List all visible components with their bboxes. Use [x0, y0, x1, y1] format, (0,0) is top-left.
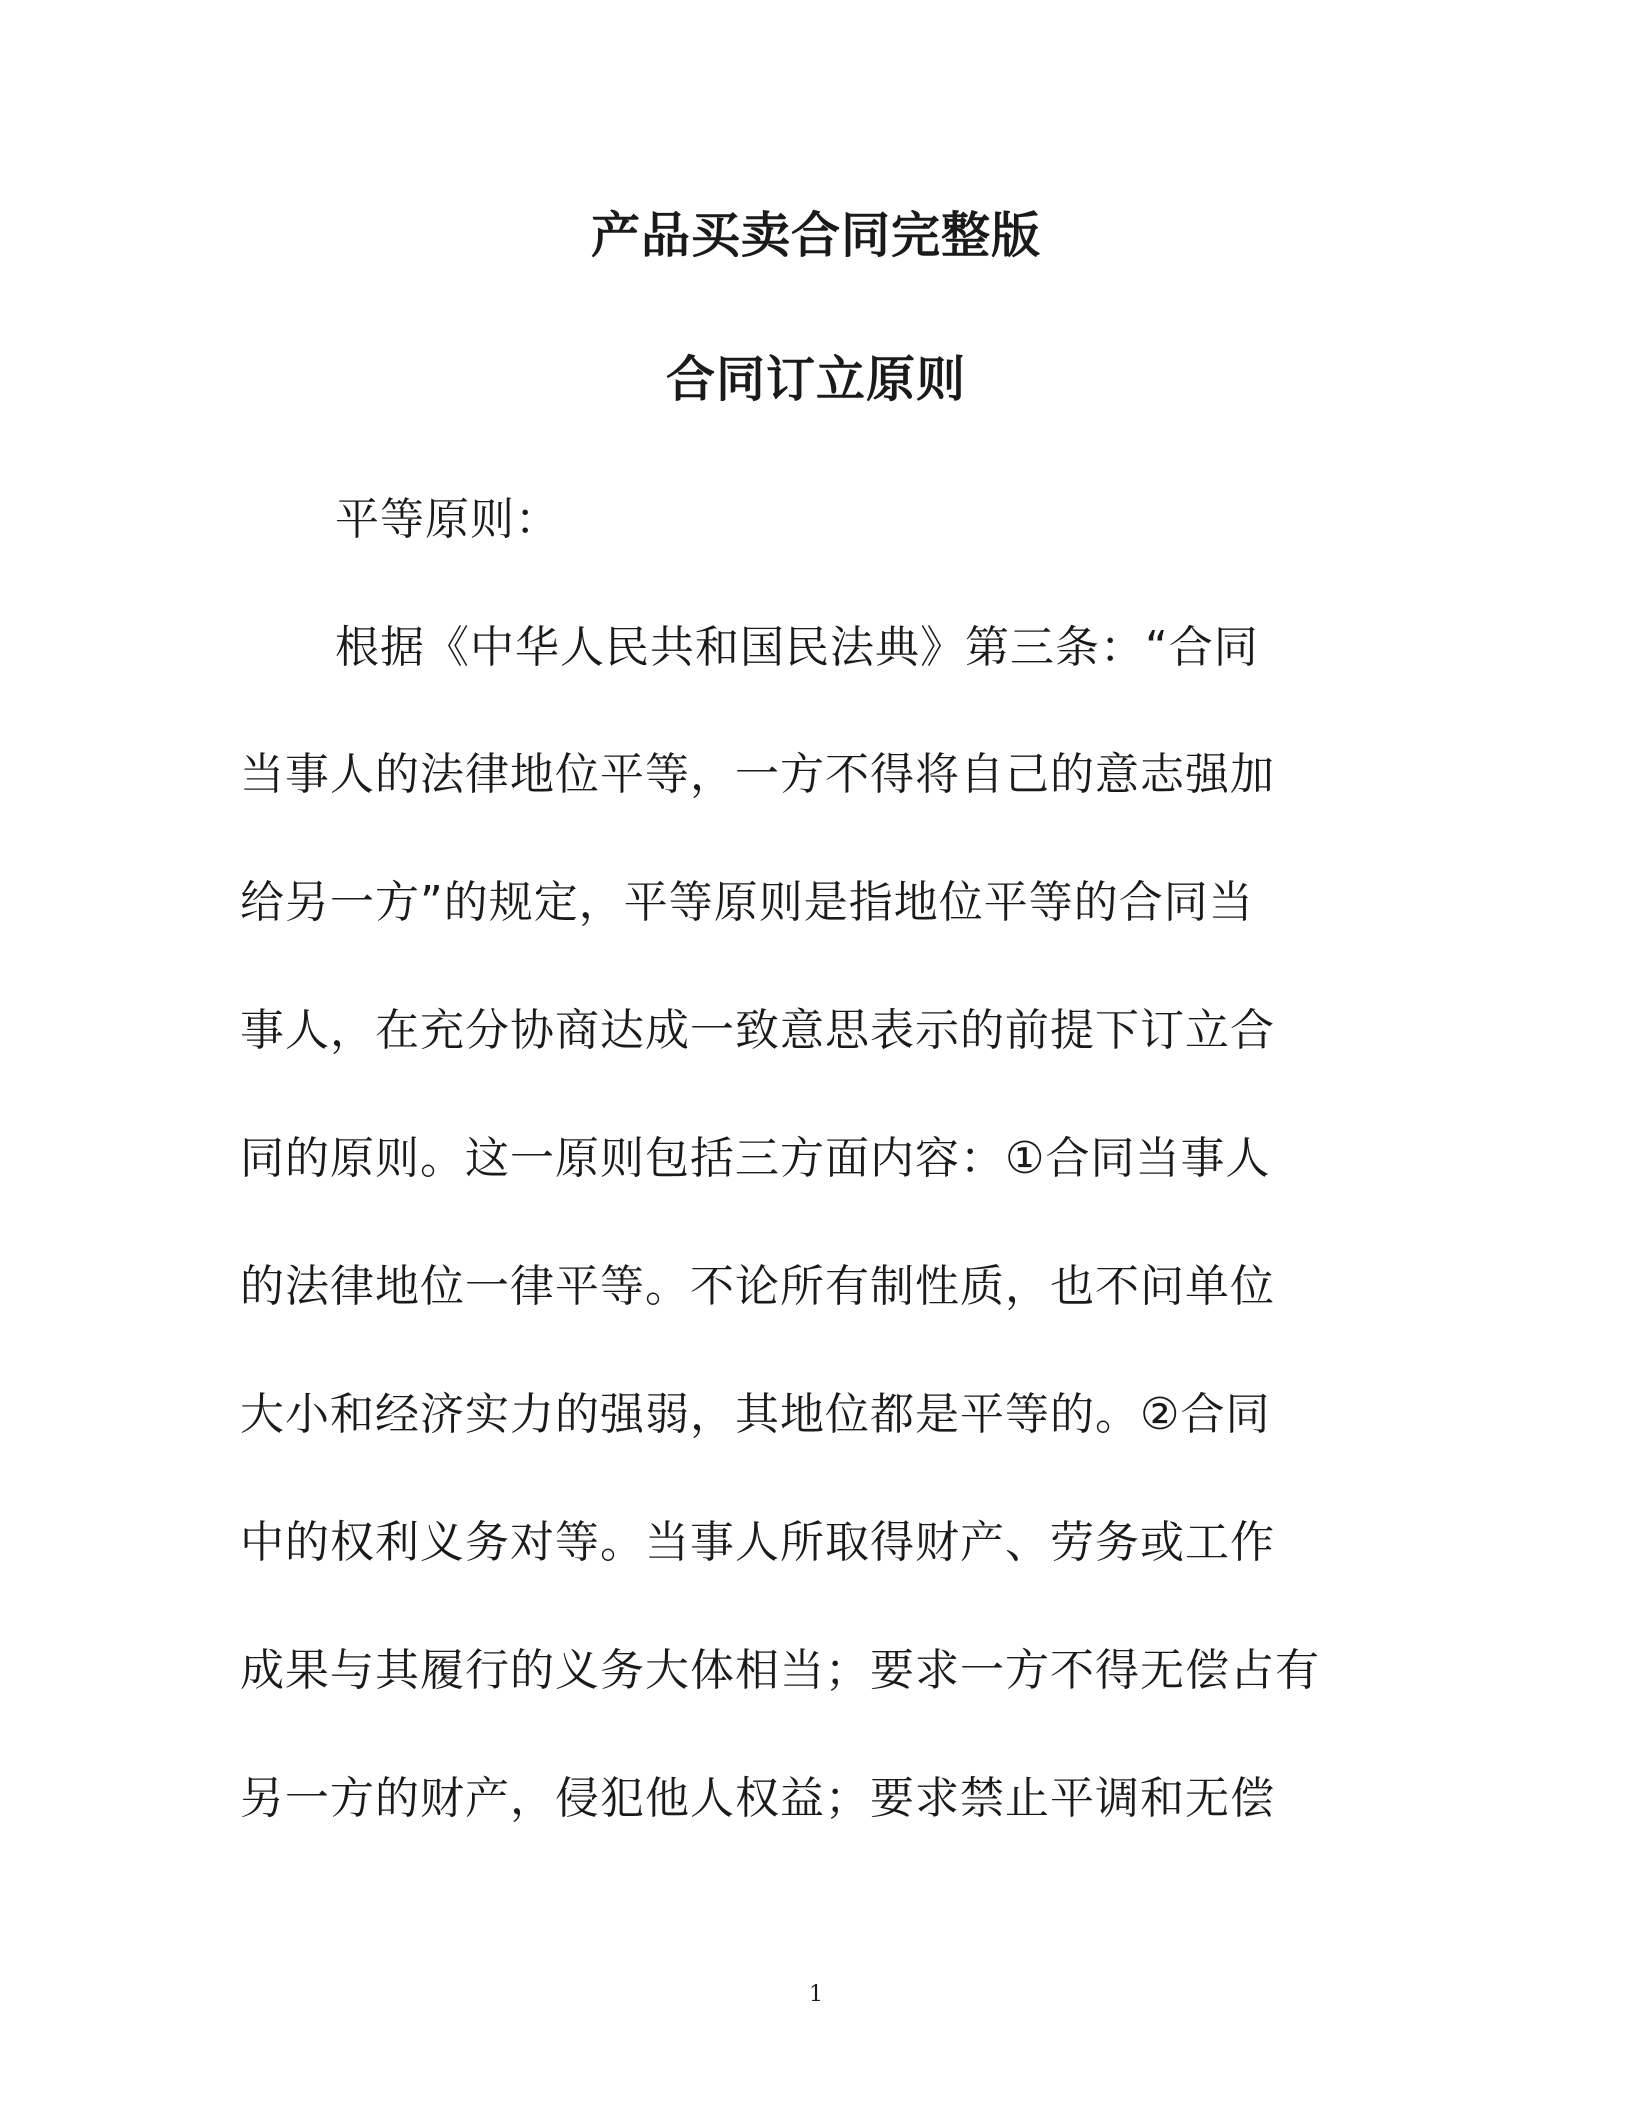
- paragraph-line: 当事人的法律地位平等，一方不得将自己的意志强加: [240, 749, 1275, 800]
- section-title: 合同订立原则: [665, 351, 966, 408]
- paragraph-line: 大小和经济实力的强弱，其地位都是平等的。②合同: [240, 1389, 1271, 1440]
- paragraph-line: 根据《中华人民共和国民法典》第三条：“合同: [335, 622, 1259, 673]
- subheading-equality-principle: 平等原则：: [335, 494, 560, 545]
- document-title: 产品买卖合同完整版: [590, 207, 1041, 264]
- paragraph-line: 事人，在充分协商达成一致意思表示的前提下订立合: [240, 1005, 1275, 1056]
- paragraph-line: 成果与其履行的义务大体相当；要求一方不得无偿占有: [240, 1645, 1320, 1696]
- paragraph-line: 的法律地位一律平等。不论所有制性质，也不问单位: [240, 1261, 1275, 1312]
- paragraph-line: 另一方的财产，侵犯他人权益；要求禁止平调和无偿: [240, 1773, 1275, 1824]
- page-number: 1: [809, 1982, 823, 2007]
- paragraph-line: 给另一方”的规定，平等原则是指地位平等的合同当: [240, 877, 1254, 928]
- paragraph-line: 中的权利义务对等。当事人所取得财产、劳务或工作: [240, 1517, 1275, 1568]
- paragraph-line: 同的原则。这一原则包括三方面内容：①合同当事人: [240, 1133, 1271, 1184]
